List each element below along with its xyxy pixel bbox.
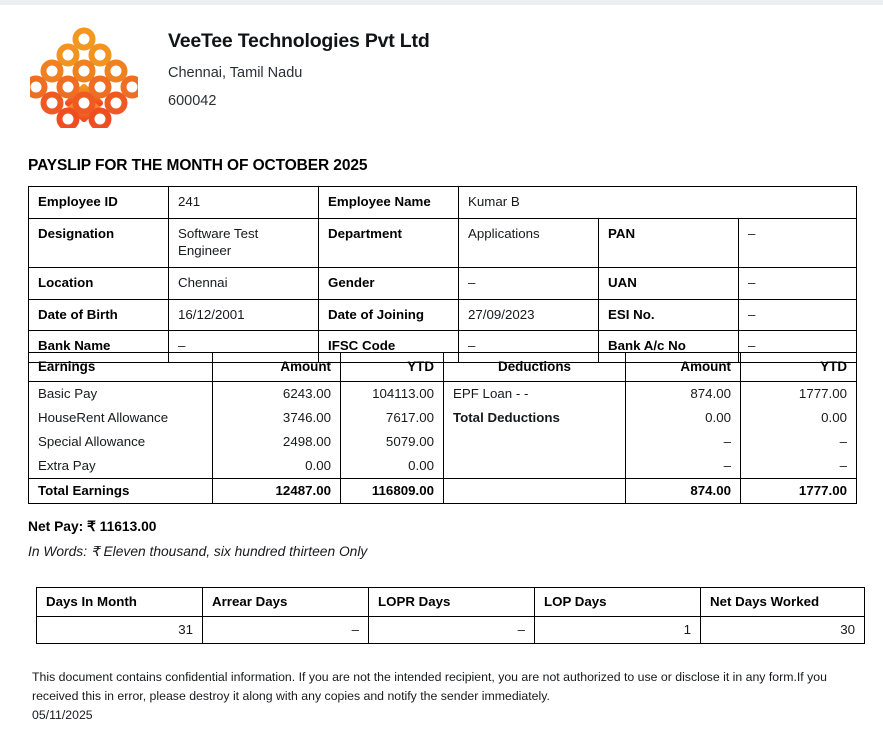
earnings-amount-header: Amount bbox=[213, 353, 341, 382]
date-of-joining-value: 27/09/2023 bbox=[459, 299, 599, 331]
department-label: Department bbox=[319, 218, 459, 267]
earning-amount: 6243.00 bbox=[213, 382, 341, 407]
deductions-ytd-header: YTD bbox=[741, 353, 857, 382]
employee-name-value: Kumar B bbox=[459, 187, 857, 219]
designation-value: Software Test Engineer bbox=[169, 218, 319, 267]
deduction-amount: 0.00 bbox=[626, 406, 741, 430]
uan-label: UAN bbox=[599, 268, 739, 300]
earnings-ytd-header: YTD bbox=[341, 353, 444, 382]
net-days-worked-value: 30 bbox=[701, 617, 865, 644]
gender-value: – bbox=[459, 268, 599, 300]
date-of-birth-value: 16/12/2001 bbox=[169, 299, 319, 331]
table-row bbox=[29, 299, 857, 331]
company-address: Chennai, Tamil Nadu bbox=[168, 65, 303, 82]
total-deductions-label bbox=[444, 479, 626, 504]
lopr-days-header: LOPR Days bbox=[369, 588, 535, 617]
earning-ytd: 7617.00 bbox=[341, 406, 444, 430]
ifsc-code-value: – bbox=[459, 331, 599, 363]
deduction-label: Total Deductions bbox=[444, 406, 626, 430]
table-row bbox=[29, 454, 857, 479]
days-in-month-value: 31 bbox=[37, 617, 203, 644]
total-earnings-label: Total Earnings bbox=[29, 479, 213, 504]
company-logo bbox=[28, 18, 140, 130]
deduction-ytd: – bbox=[741, 454, 857, 479]
total-earnings-amount: 12487.00 bbox=[213, 479, 341, 504]
department-value: Applications bbox=[459, 218, 599, 267]
table-header-row bbox=[37, 588, 865, 617]
location-value: Chennai bbox=[169, 268, 319, 300]
earning-amount: 0.00 bbox=[213, 454, 341, 479]
date-of-birth-label: Date of Birth bbox=[29, 299, 169, 331]
deduction-ytd: 1777.00 bbox=[741, 382, 857, 407]
lop-days-value: 1 bbox=[535, 617, 701, 644]
net-pay-in-words: In Words: ₹ Eleven thousand, six hundred thirteen Only bbox=[28, 544, 368, 559]
net-days-worked-header: Net Days Worked bbox=[701, 588, 865, 617]
location-label: Location bbox=[29, 268, 169, 300]
earning-label: HouseRent Allowance bbox=[29, 406, 213, 430]
table-row bbox=[29, 406, 857, 430]
lopr-days-value: – bbox=[369, 617, 535, 644]
deduction-label bbox=[444, 454, 626, 479]
earnings-header: Earnings bbox=[29, 353, 213, 382]
table-row bbox=[29, 430, 857, 454]
total-deductions-ytd: 1777.00 bbox=[741, 479, 857, 504]
bank-account-no-label: Bank A/c No bbox=[599, 331, 739, 363]
attendance-days-table bbox=[36, 587, 865, 644]
table-row bbox=[29, 187, 857, 219]
deduction-label bbox=[444, 430, 626, 454]
deduction-ytd: – bbox=[741, 430, 857, 454]
document-date: 05/11/2025 bbox=[32, 708, 93, 722]
total-deductions-amount: 874.00 bbox=[626, 479, 741, 504]
earning-label: Extra Pay bbox=[29, 454, 213, 479]
deduction-amount: – bbox=[626, 454, 741, 479]
company-postal-code: 600042 bbox=[168, 93, 217, 110]
employee-id-value: 241 bbox=[169, 187, 319, 219]
earning-ytd: 0.00 bbox=[341, 454, 444, 479]
bank-name-label: Bank Name bbox=[29, 331, 169, 363]
earning-ytd: 104113.00 bbox=[341, 382, 444, 407]
net-pay-amount: Net Pay: ₹ 11613.00 bbox=[28, 519, 157, 534]
table-total-row bbox=[29, 479, 857, 504]
table-row bbox=[37, 617, 865, 644]
earnings-deductions-table bbox=[28, 352, 857, 504]
earning-label: Basic Pay bbox=[29, 382, 213, 407]
pan-value: – bbox=[739, 218, 857, 267]
deduction-amount: – bbox=[626, 430, 741, 454]
gender-label: Gender bbox=[319, 268, 459, 300]
deduction-ytd: 0.00 bbox=[741, 406, 857, 430]
bank-account-no-value: – bbox=[739, 331, 857, 363]
table-header-row bbox=[29, 353, 857, 382]
earning-ytd: 5079.00 bbox=[341, 430, 444, 454]
esi-no-label: ESI No. bbox=[599, 299, 739, 331]
esi-no-value: – bbox=[739, 299, 857, 331]
date-of-joining-label: Date of Joining bbox=[319, 299, 459, 331]
employee-id-label: Employee ID bbox=[29, 187, 169, 219]
confidentiality-notice: This document contains confidential information. If you are not the intended recipient, you are not authorized to use or disclose it in any form.If you received this in error, please destroy it along with any copies and notify the sender immediately. bbox=[32, 670, 827, 704]
company-name: VeeTee Technologies Pvt Ltd bbox=[168, 30, 430, 52]
earning-amount: 3746.00 bbox=[213, 406, 341, 430]
days-in-month-header: Days In Month bbox=[37, 588, 203, 617]
ifsc-code-label: IFSC Code bbox=[319, 331, 459, 363]
page-title: PAYSLIP FOR THE MONTH OF OCTOBER 2025 bbox=[28, 157, 368, 174]
viewer-top-strip bbox=[0, 0, 883, 5]
bank-name-value: – bbox=[169, 331, 319, 363]
deductions-amount-header: Amount bbox=[626, 353, 741, 382]
total-earnings-ytd: 116809.00 bbox=[341, 479, 444, 504]
deductions-header: Deductions bbox=[444, 353, 626, 382]
employee-details-table bbox=[28, 186, 857, 363]
lop-days-header: LOP Days bbox=[535, 588, 701, 617]
pan-label: PAN bbox=[599, 218, 739, 267]
network-diamond-logo-icon bbox=[30, 20, 138, 128]
earning-label: Special Allowance bbox=[29, 430, 213, 454]
arrear-days-header: Arrear Days bbox=[203, 588, 369, 617]
table-row bbox=[29, 218, 857, 267]
employee-name-label: Employee Name bbox=[319, 187, 459, 219]
table-row bbox=[29, 382, 857, 407]
deduction-label: EPF Loan - - bbox=[444, 382, 626, 407]
company-info-block bbox=[168, 18, 430, 112]
table-row bbox=[29, 268, 857, 300]
earning-amount: 2498.00 bbox=[213, 430, 341, 454]
designation-label: Designation bbox=[29, 218, 169, 267]
document-header bbox=[28, 18, 430, 130]
arrear-days-value: – bbox=[203, 617, 369, 644]
uan-value: – bbox=[739, 268, 857, 300]
deduction-amount: 874.00 bbox=[626, 382, 741, 407]
